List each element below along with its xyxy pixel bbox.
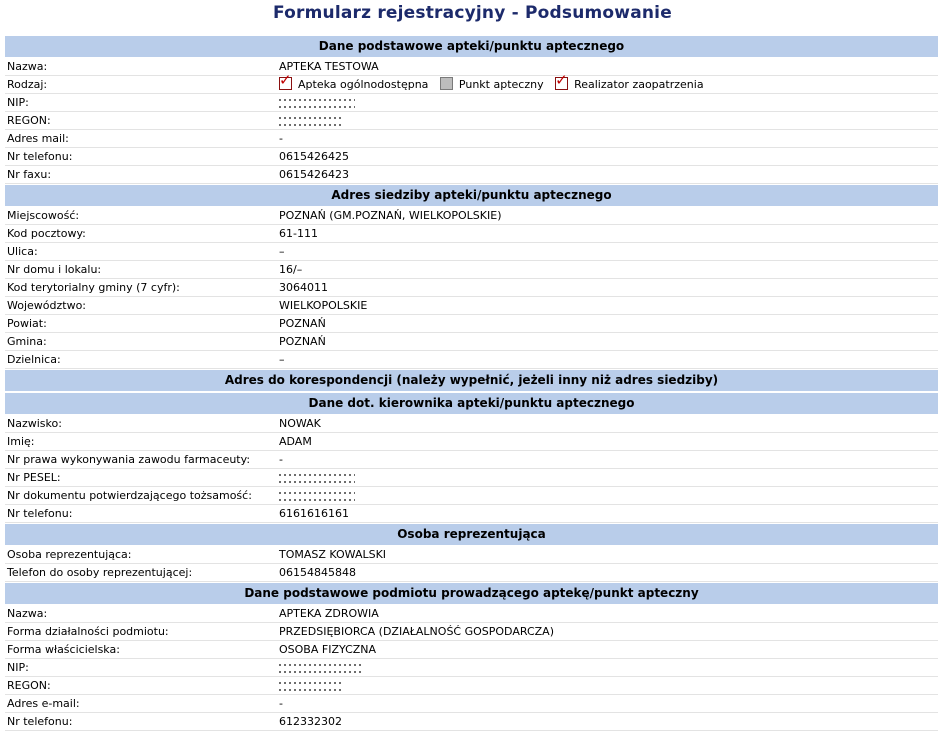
page-title: Formularz rejestracyjny - Podsumowanie [273, 3, 672, 23]
commune-value: POZNAŃ [279, 335, 326, 348]
entity-ownership-label: Forma właścicielska: [7, 643, 120, 656]
pesel-masked-value [279, 469, 355, 486]
redacted-text [279, 117, 341, 126]
rep-phone-label: Telefon do osoby reprezentującej: [7, 566, 193, 579]
kind-label: Rodzaj: [7, 78, 48, 91]
rep-person-value: TOMASZ KOWALSKI [279, 548, 387, 561]
row-surname [5, 415, 938, 433]
county-value: POZNAŃ [279, 317, 326, 330]
row-regon [5, 112, 938, 130]
row-city [5, 207, 938, 225]
phone-label: Nr telefonu: [7, 150, 73, 163]
kind-checkboxes [279, 76, 712, 93]
row-entity-ownership [5, 641, 938, 659]
fax-label: Nr faxu: [7, 168, 52, 181]
house-label: Nr domu i lokalu: [7, 263, 102, 276]
entity-email-value: - [279, 697, 283, 710]
license-label: Nr prawa wykonywania zawodu farmaceuty: [7, 453, 251, 466]
nip-masked-value [279, 94, 355, 111]
row-phone [5, 148, 938, 166]
row-entity-form [5, 623, 938, 641]
row-commune [5, 333, 938, 351]
row-fax [5, 166, 938, 184]
rep-phone-value: 06154845848 [279, 566, 356, 579]
row-county [5, 315, 938, 333]
row-district [5, 351, 938, 369]
regon-label: REGON: [7, 114, 51, 127]
row-name [5, 58, 938, 76]
row-street [5, 243, 938, 261]
row-entity-name [5, 605, 938, 623]
street-value: – [279, 245, 285, 258]
row-firstname [5, 433, 938, 451]
terr-value: 3064011 [279, 281, 328, 294]
row-manager-phone [5, 505, 938, 523]
section-correspondence-heading: Adres do korespondencji (należy wypełnić, jeżeli inny niż adres siedziby) [5, 369, 938, 392]
row-entity-email [5, 695, 938, 713]
district-label: Dzielnica: [7, 353, 61, 366]
fax-value: 0615426423 [279, 168, 349, 181]
entity-regon-label: REGON: [7, 679, 51, 692]
checkbox-checked-icon[interactable] [555, 77, 568, 90]
entity-phone-label: Nr telefonu: [7, 715, 73, 728]
county-label: Powiat: [7, 317, 47, 330]
section-manager-heading: Dane dot. kierownika apteki/punktu aptecznego [5, 392, 938, 415]
section-representative-heading: Osoba reprezentująca [5, 523, 938, 546]
redacted-text [279, 492, 355, 501]
postal-label: Kod pocztowy: [7, 227, 86, 240]
row-rep-phone [5, 564, 938, 582]
terr-label: Kod terytorialny gminy (7 cyfr): [7, 281, 180, 294]
kind-realizator-label: Realizator zaopatrzenia [574, 78, 704, 91]
email-label: Adres mail: [7, 132, 69, 145]
kind-item-apteka[interactable] [279, 78, 428, 91]
kind-punkt-label: Punkt apteczny [458, 78, 544, 91]
row-kind [5, 76, 938, 94]
doc-masked-value [279, 487, 355, 504]
firstname-label: Imię: [7, 435, 35, 448]
row-license [5, 451, 938, 469]
section-address-heading: Adres siedziby apteki/punktu aptecznego [5, 184, 938, 207]
checkbox-checked-icon[interactable] [279, 77, 292, 90]
entity-ownership-value: OSOBA FIZYCZNA [279, 643, 377, 656]
row-email [5, 130, 938, 148]
manager-phone-label: Nr telefonu: [7, 507, 73, 520]
pesel-label: Nr PESEL: [7, 471, 61, 484]
name-value: APTEKA TESTOWA [279, 60, 379, 73]
row-pesel [5, 469, 938, 487]
row-rep-person [5, 546, 938, 564]
city-label: Miejscowość: [7, 209, 80, 222]
entity-name-label: Nazwa: [7, 607, 48, 620]
entity-form-label: Forma działalności podmiotu: [7, 625, 169, 638]
row-entity-nip [5, 659, 938, 677]
redacted-text [279, 474, 355, 483]
surname-label: Nazwisko: [7, 417, 62, 430]
summary-form [5, 35, 938, 731]
entity-form-value: PRZEDSIĘBIORCA (DZIAŁALNOŚĆ GOSPODARCZA) [279, 625, 554, 638]
regon-masked-value [279, 112, 341, 129]
row-doc [5, 487, 938, 505]
license-value: - [279, 453, 283, 466]
row-entity-phone [5, 713, 938, 731]
district-value: – [279, 353, 285, 366]
row-postal [5, 225, 938, 243]
surname-value: NOWAK [279, 417, 321, 430]
row-house [5, 261, 938, 279]
email-value: - [279, 132, 283, 145]
checkbox-unchecked-icon[interactable] [440, 77, 453, 90]
postal-value: 61-111 [279, 227, 318, 240]
redacted-text [279, 99, 355, 108]
commune-label: Gmina: [7, 335, 47, 348]
phone-value: 0615426425 [279, 150, 349, 163]
redacted-text [279, 682, 341, 691]
city-value: POZNAŃ (GM.POZNAŃ, WIELKOPOLSKIE) [279, 209, 502, 222]
redacted-text [279, 664, 363, 673]
firstname-value: ADAM [279, 435, 312, 448]
name-label: Nazwa: [7, 60, 48, 73]
row-voiv [5, 297, 938, 315]
street-label: Ulica: [7, 245, 38, 258]
entity-phone-value: 612332302 [279, 715, 342, 728]
nip-label: NIP: [7, 96, 29, 109]
voiv-label: Województwo: [7, 299, 87, 312]
kind-item-realizator[interactable] [555, 78, 703, 91]
row-entity-regon [5, 677, 938, 695]
entity-nip-label: NIP: [7, 661, 29, 674]
entity-regon-masked-value [279, 677, 341, 694]
manager-phone-value: 6161616161 [279, 507, 349, 520]
section-entity-heading: Dane podstawowe podmiotu prowadzącego aptekę/punkt apteczny [5, 582, 938, 605]
house-value: 16/– [279, 263, 303, 276]
entity-nip-masked-value [279, 659, 363, 676]
doc-label: Nr dokumentu potwierdzającego tożsamość: [7, 489, 252, 502]
rep-person-label: Osoba reprezentująca: [7, 548, 132, 561]
section-basic-heading: Dane podstawowe apteki/punktu aptecznego [5, 35, 938, 58]
kind-apteka-label: Apteka ogólnodostępna [298, 78, 429, 91]
entity-name-value: APTEKA ZDROWIA [279, 607, 379, 620]
voiv-value: WIELKOPOLSKIE [279, 299, 368, 312]
row-terr [5, 279, 938, 297]
entity-email-label: Adres e-mail: [7, 697, 80, 710]
kind-item-punkt[interactable] [440, 78, 544, 91]
row-nip [5, 94, 938, 112]
